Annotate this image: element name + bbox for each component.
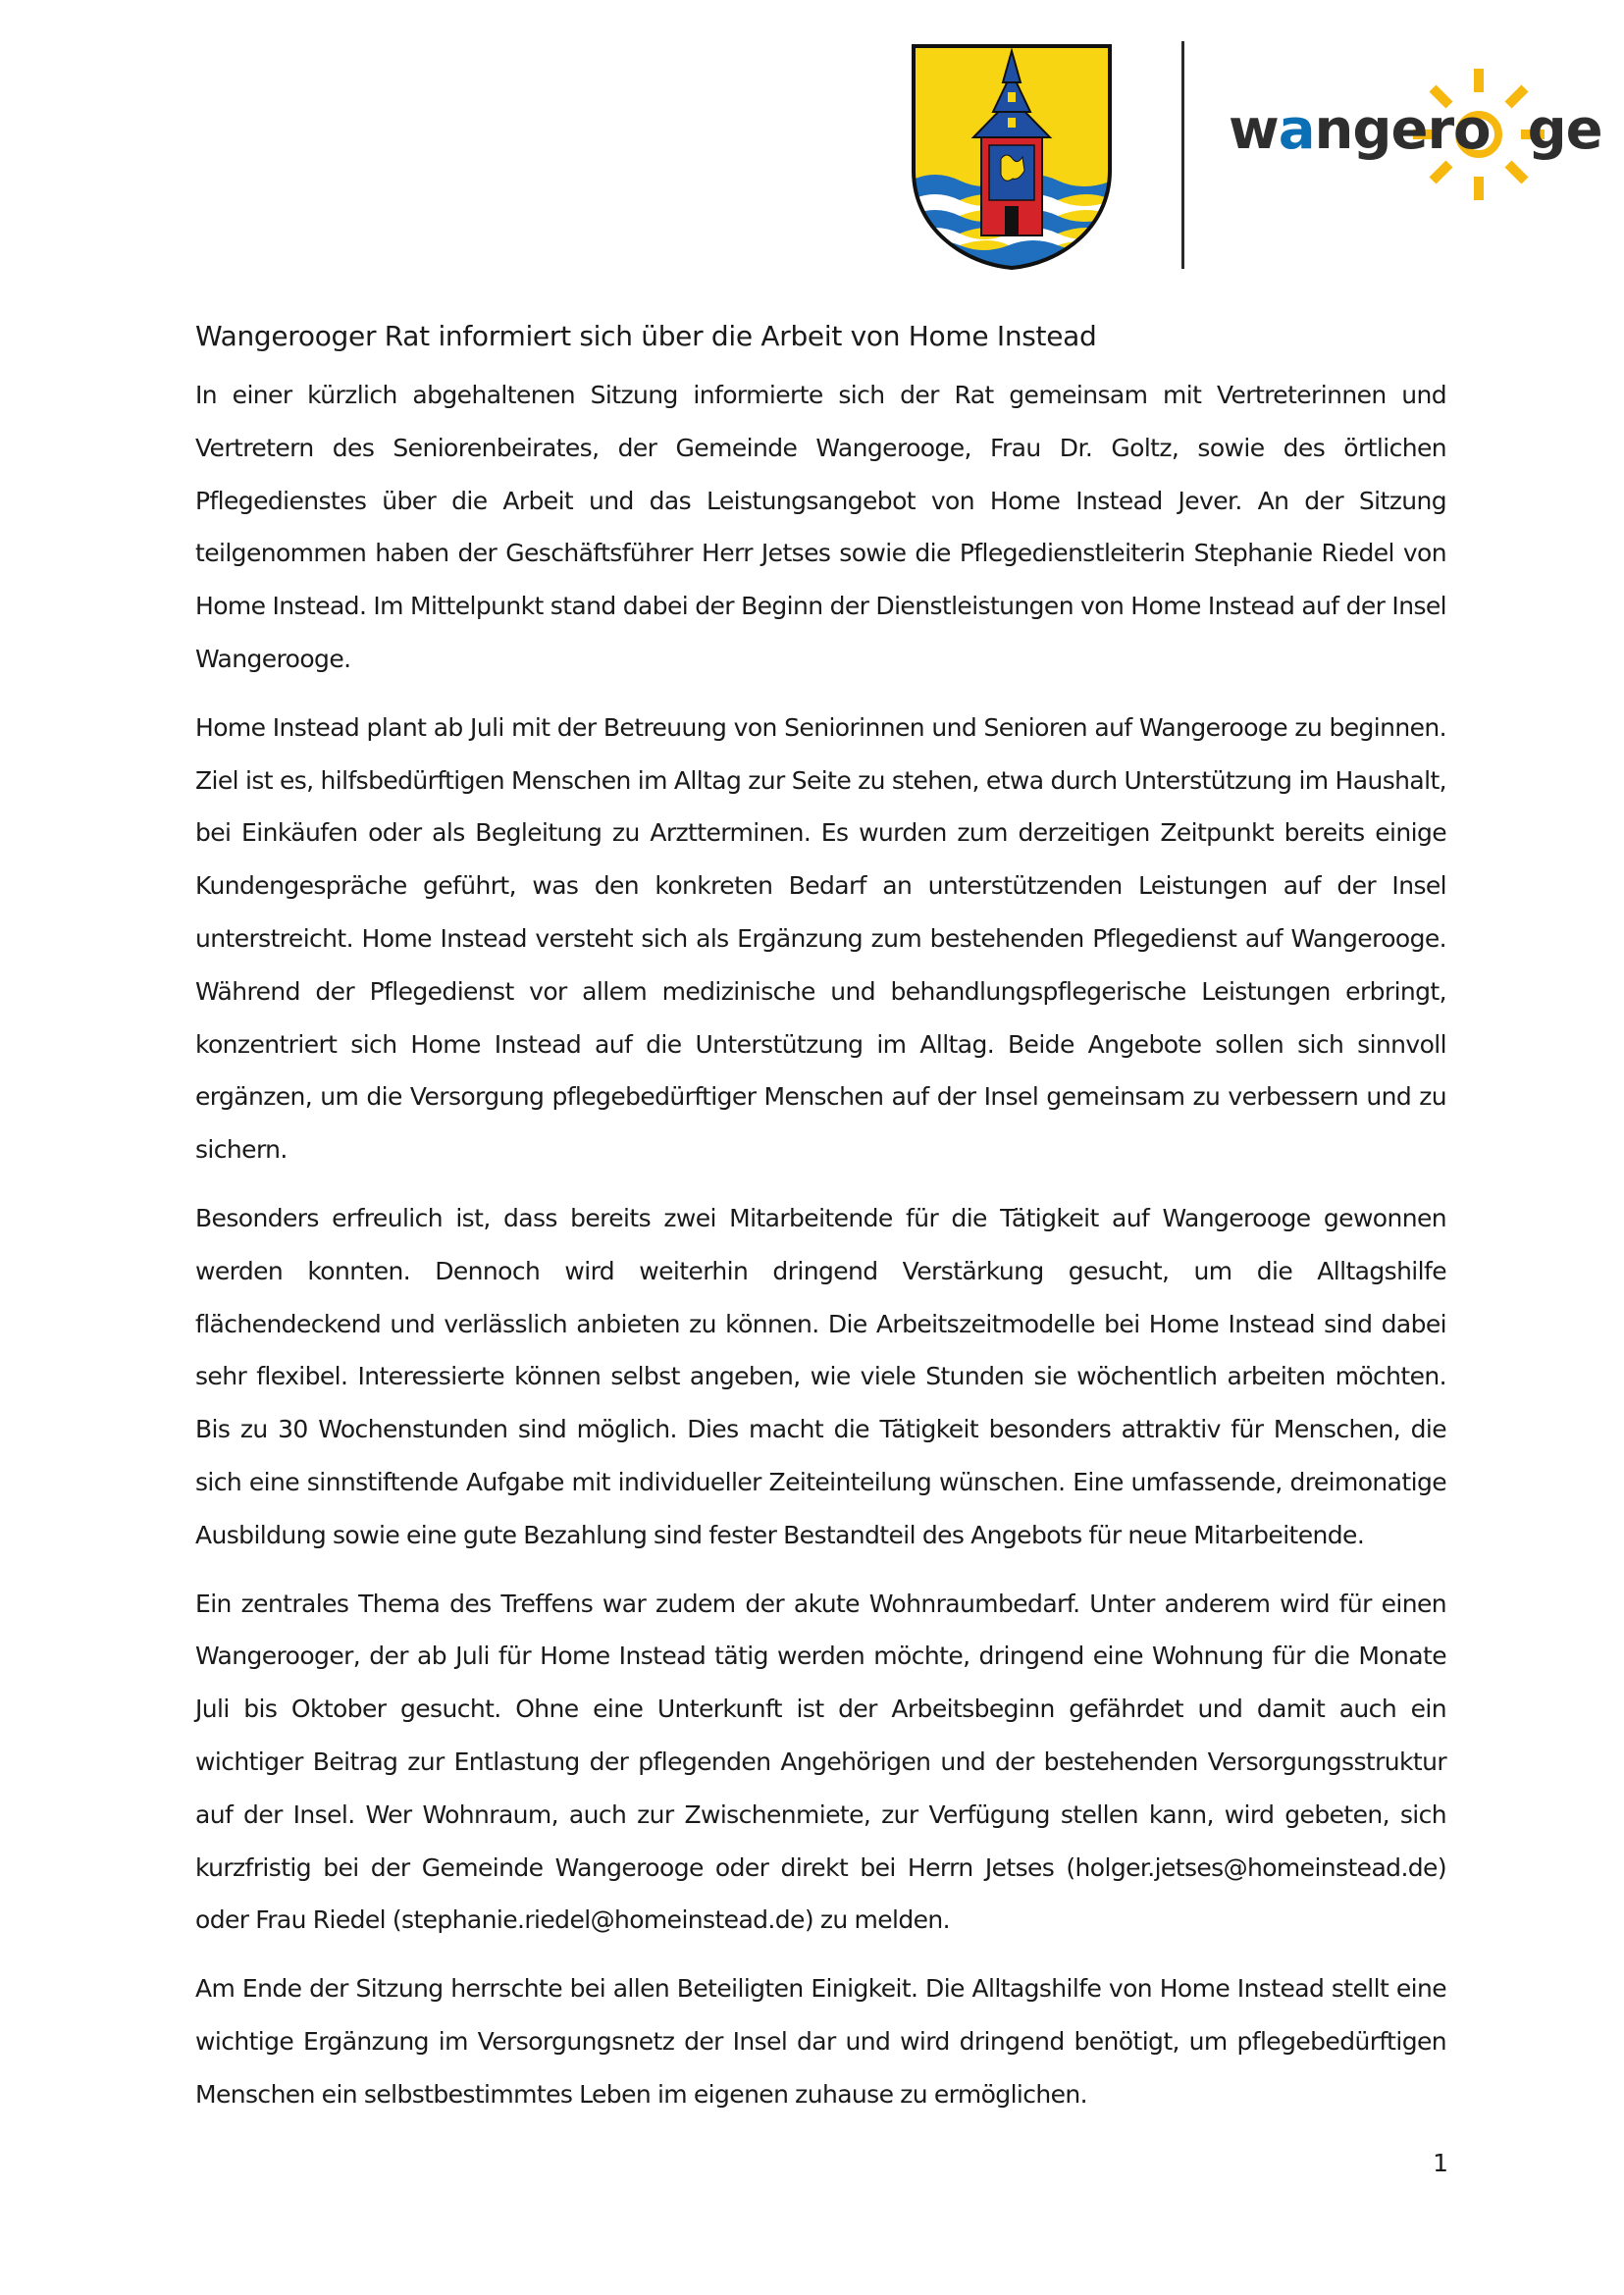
- article-paragraph: Ein zentrales Thema des Treffens war zudem der akute Wohnraumbedarf. Unter anderem wird für einen Wangerooger, der ab Juli für Home Instead tätig werden möchte, dringend eine Wohnung für die Monate Juli bis Oktober gesucht. Ohne eine Unterkunft ist der Arbeitsbeginn gefährdet und damit auch ein wichtiger Beitrag zur Entlastung der pflegenden Angehörigen und der bestehenden Versorgungsstruktur auf der Insel. Wer Wohnraum, auch zur Zwischenmiete, zur Verfügung stellen kann, wird gebeten, sich kurzfristig bei der Gemeinde Wangerooge oder direkt bei Herrn Jetses (holger.jetses@homeinstead.de) oder Frau Riedel (stephanie.riedel@homeinstead.de) zu melden.: [195, 1589, 1446, 1935]
- wangerooge-coat-of-arms-icon: [911, 43, 1113, 271]
- article: [195, 312, 1446, 2137]
- header-divider: [1181, 41, 1184, 269]
- article-paragraph: Besonders erfreulich ist, dass bereits zwei Mitarbeitende für die Tätigkeit auf Wangerooge gewonnen werden konnten. Dennoch wird weiterhin dringend Verstärkung gesucht, um die Alltagshilfe flächendeckend und verlässlich anbieten zu können. Die Arbeitszeitmodelle bei Home Instead sind dabei sehr flexibel. Interessierte können selbst angeben, wie viele Stunden sie wöchentlich arbeiten möchten. Bis zu 30 Wochenstunden sind möglich. Dies macht die Tätigkeit besonders attraktiv für Menschen, die sich eine sinnstiftende Aufgabe mit individueller Zeiteinteilung wünschen. Eine umfassende, dreimonatige Ausbildung sowie eine gute Bezahlung sind fester Bestandteil des Angebots für neue Mitarbeitende.: [195, 1203, 1446, 1549]
- wangerooge-logo: [1227, 61, 1602, 198]
- article-paragraph: In einer kürzlich abgehaltenen Sitzung informierte sich der Rat gemeinsam mit Vertreterinnen und Vertretern des Seniorenbeirates, der Gemeinde Wangerooge, Frau Dr. Goltz, sowie des örtlichen Pflegedienstes über die Arbeit und das Leistungsangebot von Home Instead Jever. An der Sitzung teilgenommen haben der Geschäftsführer Herr Jetses sowie die Pflegedienstleiterin Stephanie Riedel von Home Instead. Im Mittelpunkt stand dabei der Beginn der Dienstleistungen von Home Instead auf der Insel Wangerooge.: [195, 381, 1446, 673]
- article-paragraph: Home Instead plant ab Juli mit der Betreuung von Seniorinnen und Senioren auf Wangerooge zu beginnen. Ziel ist es, hilfsbedürftigen Menschen im Alltag zur Seite zu stehen, etwa durch Unterstützung im Haushalt, bei Einkäufen oder als Begleitung zu Arztterminen. Es wurden zum derzeitigen Zeitpunkt bereits einige Kundengespräche geführt, was den konkreten Bedarf an unterstützenden Leistungen auf der Insel unterstreicht. Home Instead versteht sich als Ergänzung zum bestehenden Pflegedienst auf Wangerooge. Während der Pflegedienst vor allem medizinische und behandlungspflegerische Leistungen erbringt, konzentriert sich Home Instead auf die Unterstützung im Alltag. Beide Angebote sollen sich sinnvoll ergänzen, um die Versorgung pflegebedürftiger Menschen auf der Insel gemeinsam zu verbessern und zu sichern.: [195, 712, 1446, 1165]
- article-title: Wangerooger Rat informiert sich über die Arbeit von Home Instead: [195, 320, 1097, 352]
- article-paragraph: Am Ende der Sitzung herrschte bei allen Beteiligten Einigkeit. Die Alltagshilfe von Home Instead stellt eine wichtige Ergänzung im Versorgungsnetz der Insel dar und wird dringend benötigt, um pflegebedürftigen Menschen ein selbstbestimmtes Leben im eigenen zuhause zu ermöglichen.: [195, 1974, 1446, 2109]
- page-number: 1: [1433, 2149, 1448, 2177]
- brand-wordmark: wangero ge: [1229, 98, 1602, 162]
